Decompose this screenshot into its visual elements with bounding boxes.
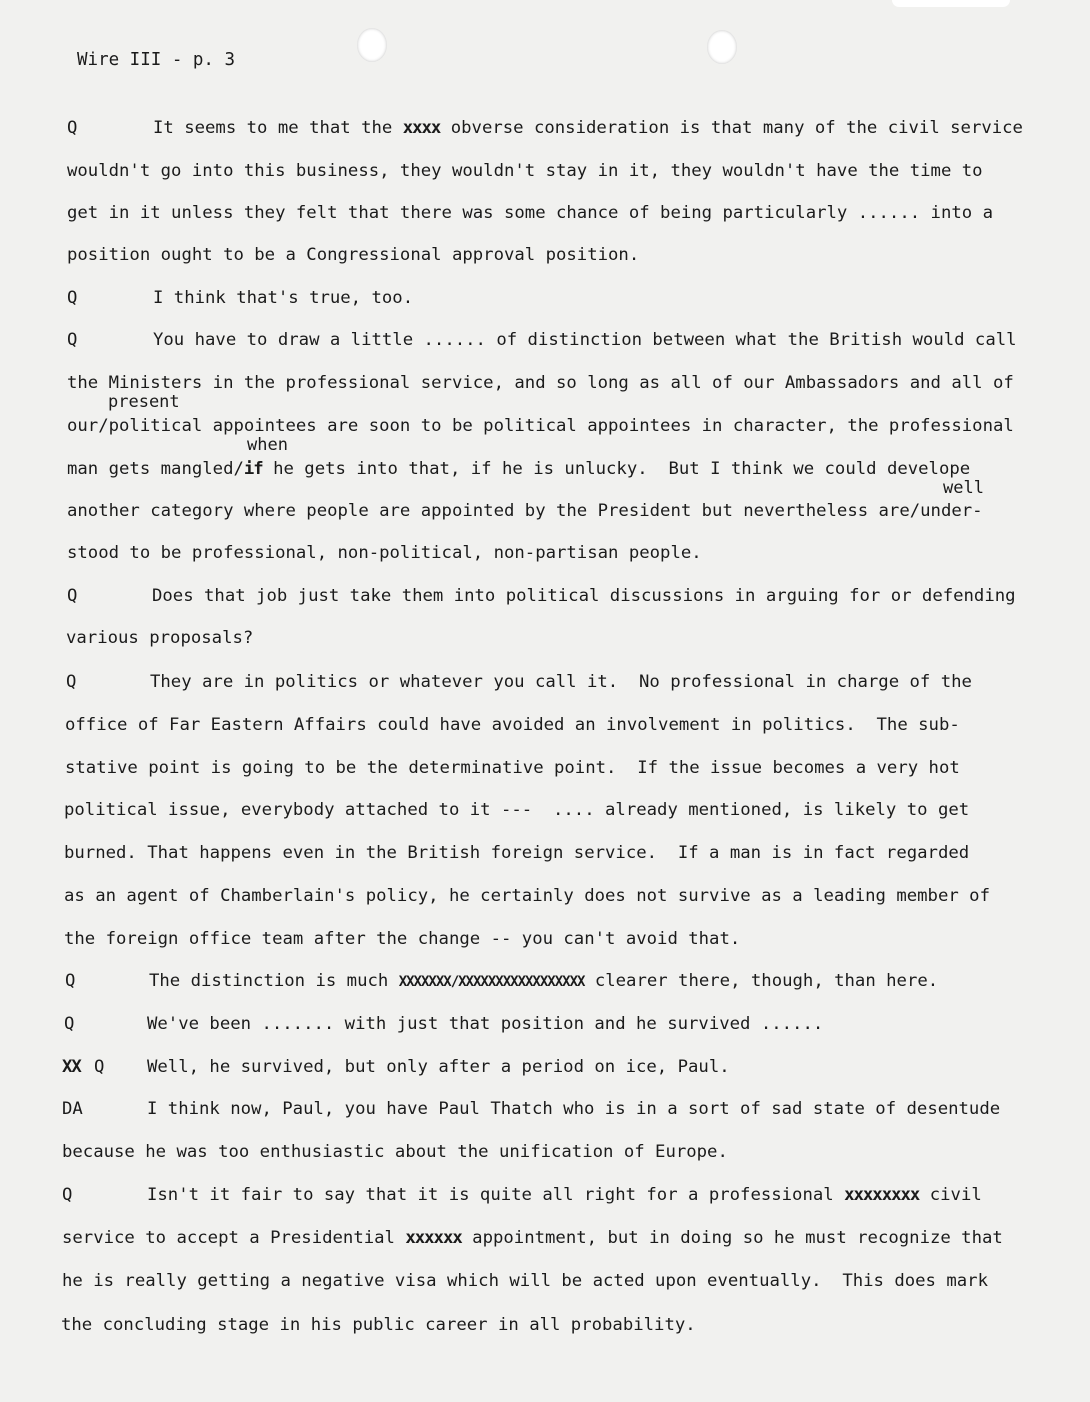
text-line: I think now, Paul, you have Paul Thatch who is in a sort of sad state of desentude [147, 1099, 1001, 1119]
text-line: You have to draw a little ...... of distinction between what the British would call [153, 330, 1017, 350]
text-fragment: appointment, but in doing so he must recognize that [461, 1228, 1003, 1248]
struck-text: XXXXXXX/XXXXXXXXXXXXXXXXX [398, 974, 585, 990]
text-line: get in it unless they felt that there was some chance of being particularly ...... into a [67, 203, 993, 223]
speaker-label: Q [67, 330, 78, 350]
text-fragment: It seems to me that the [153, 118, 403, 138]
punch-hole-left [357, 28, 387, 62]
interlinear-insertion: well [943, 478, 984, 498]
page-header: Wire III - p. 3 [77, 50, 236, 70]
text-line: the concluding stage in his public career in all probability. [61, 1315, 696, 1335]
speaker-label: Q [66, 672, 77, 692]
text-line: I think that's true, too. [153, 288, 414, 308]
speaker-label: Q [65, 971, 76, 991]
text-line: stative point is going to be the determinative point. If the issue becomes a very hot [65, 758, 960, 778]
text-fragment: man gets mangled/ [67, 459, 244, 479]
text-line: he is really getting a negative visa which will be acted upon eventually. This does mark [62, 1271, 988, 1291]
struck-text: xxxxxx [405, 1228, 462, 1248]
struck-speaker-label: XX [62, 1057, 81, 1077]
punch-hole-right [707, 30, 737, 64]
text-line: as an agent of Chamberlain's policy, he certainly does not survive as a leading member of [64, 886, 990, 906]
text-line [62, 1228, 1003, 1248]
text-line [149, 971, 938, 992]
text-line: We've been ....... with just that position and he survived ...... [147, 1014, 824, 1034]
text-line: our/political appointees are soon to be political appointees in character, the professional [67, 416, 1014, 436]
text-line: the foreign office team after the change -- you can't avoid that. [64, 929, 741, 949]
text-fragment: service to accept a Presidential [62, 1228, 406, 1248]
text-line: the Ministers in the professional service, and so long as all of our Ambassadors and all of [67, 373, 1014, 393]
text-line [67, 459, 970, 479]
text-line: various proposals? [66, 628, 254, 648]
speaker-label: Q [64, 1014, 75, 1034]
text-line: Does that job just take them into political discussions in arguing for or defending [152, 586, 1016, 606]
text-line: wouldn't go into this business, they wouldn't stay in it, they wouldn't have the time to [67, 161, 983, 181]
struck-text: xxxxxxxx [844, 1185, 920, 1205]
text-line: position ought to be a Congressional approval position. [67, 245, 640, 265]
text-fragment: he gets into that, if he is unlucky. But I think we could develope [262, 459, 971, 479]
speaker-label: Q [67, 288, 78, 308]
text-line: Well, he survived, but only after a period on ice, Paul. [147, 1057, 730, 1077]
text-line: another category where people are appointed by the President but nevertheless are/under- [67, 501, 983, 521]
speaker-label: Q [62, 1185, 73, 1205]
speaker-label: Q [94, 1057, 105, 1077]
text-line [153, 118, 1023, 138]
text-line [147, 1185, 982, 1205]
speaker-label: DA [62, 1099, 83, 1119]
text-line: They are in politics or whatever you call it. No professional in charge of the [150, 672, 972, 692]
text-line: political issue, everybody attached to it --- .... already mentioned, is likely to get [64, 800, 970, 820]
text-fragment: clearer there, though, than here. [584, 971, 939, 991]
speaker-label: Q [67, 586, 78, 606]
text-fragment: The distinction is much [149, 971, 399, 991]
text-line: office of Far Eastern Affairs could have avoided an involvement in politics. The sub- [65, 715, 960, 735]
struck-text: if [243, 459, 263, 479]
text-fragment: civil [919, 1185, 982, 1205]
text-fragment: obverse consideration is that many of the civil service [440, 118, 1023, 138]
text-fragment: Isn't it fair to say that it is quite all right for a professional [147, 1185, 845, 1205]
text-line: burned. That happens even in the British foreign service. If a man is in fact regarded [64, 843, 970, 863]
interlinear-insertion: present [108, 392, 180, 412]
struck-text: xxxx [402, 118, 441, 138]
interlinear-insertion: when [247, 435, 288, 455]
speaker-label: Q [67, 118, 78, 138]
torn-edge [892, 0, 1010, 7]
text-line: because he was too enthusiastic about the unification of Europe. [62, 1142, 728, 1162]
text-line: stood to be professional, non-political, non-partisan people. [67, 543, 702, 563]
